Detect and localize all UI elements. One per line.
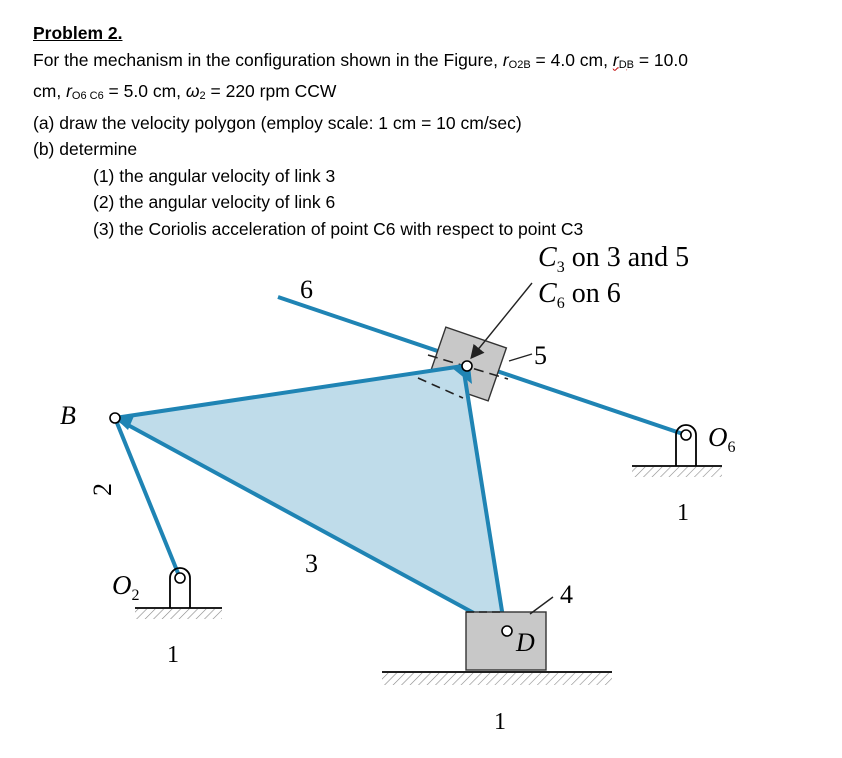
joint-o2: [175, 573, 185, 583]
label-link-4: 4: [560, 580, 573, 609]
part-b-item-2: (2) the angular velocity of link 6: [93, 192, 336, 212]
label-point-b: B: [60, 401, 76, 430]
part-a: (a) draw the velocity polygon (employ scale: 1 cm = 10 cm/sec): [33, 112, 522, 133]
label-c6: $C_6$ on 6: [538, 278, 621, 312]
given-line-1: For the mechanism in the configuration shown in the Figure, rO2B = 4.0 cm, rDB = 10.0: [33, 49, 688, 71]
label-link-2: 2: [88, 483, 117, 496]
part-b-item-1: (1) the angular velocity of link 3: [93, 165, 336, 186]
problem-title: Problem 2.: [33, 23, 123, 43]
r-db-symbol: rDB: [612, 49, 634, 71]
joint-o6: [681, 430, 691, 440]
label-ground-o6: 1: [677, 500, 689, 526]
label-ground-o2: 1: [167, 642, 179, 668]
label-o2: $O_2$: [112, 570, 140, 604]
label-o6: $O_6$: [708, 422, 736, 456]
joint-b: [110, 413, 120, 423]
label-ground-slider: 1: [494, 709, 506, 735]
joint-c: [462, 361, 472, 371]
label-link-6: 6: [300, 275, 313, 304]
label-link-5: 5: [534, 341, 547, 370]
ground-slider: [382, 672, 612, 685]
label-link-3: 3: [305, 549, 318, 578]
label-point-d: D: [516, 628, 535, 657]
given-line-2: cm, rO6 C6 = 5.0 cm, ω2 = 220 rpm CCW: [33, 81, 337, 102]
link-3-triangle: [115, 366, 505, 630]
joint-d: [502, 626, 512, 636]
link-5-leader: [509, 354, 532, 361]
part-b-item-3: (3) the Coriolis acceleration of point C6 with respect to point C3: [93, 218, 584, 239]
label-c3: $C_3$ on 3 and 5: [538, 242, 690, 276]
part-b: (b) determine: [33, 139, 138, 159]
